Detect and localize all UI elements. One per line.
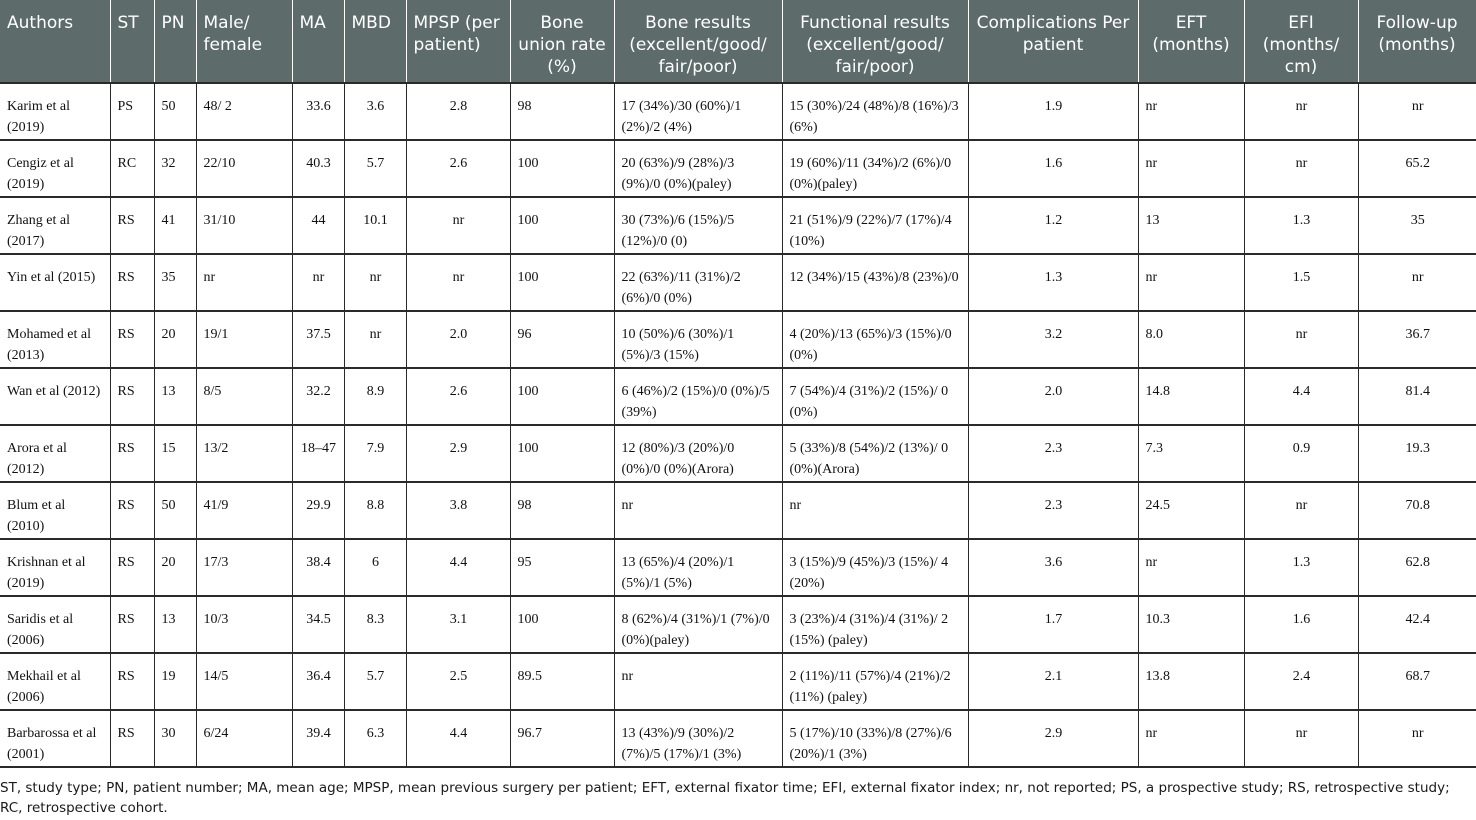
cell-mean-age: 29.9	[292, 482, 344, 539]
cell-bone-results: 20 (63%)/9 (28%)/3 (9%)/0 (0%)(paley)	[614, 140, 782, 197]
cell-functional-results: 2 (11%)/11 (57%)/4 (21%)/2 (11%) (paley)	[782, 653, 968, 710]
cell-complications: 1.6	[968, 140, 1138, 197]
cell-eft: nr	[1138, 254, 1244, 311]
cell-complications: 2.0	[968, 368, 1138, 425]
cell-patient-number: 50	[154, 83, 196, 140]
cell-bone-results: 22 (63%)/11 (31%)/2 (6%)/0 (0%)	[614, 254, 782, 311]
cell-bone-union-rate: 100	[510, 197, 614, 254]
table-row	[0, 710, 1476, 767]
cell-mbd: 3.6	[344, 83, 406, 140]
cell-mbd: 6	[344, 539, 406, 596]
cell-study-type: RS	[110, 539, 154, 596]
cell-study-type: RS	[110, 254, 154, 311]
cell-mpsp: 4.4	[406, 539, 510, 596]
header-mean-age: MA	[292, 0, 344, 83]
cell-efi: nr	[1244, 140, 1358, 197]
table-row	[0, 254, 1476, 311]
cell-mean-age: 18–47	[292, 425, 344, 482]
cell-patient-number: 19	[154, 653, 196, 710]
cell-complications: 3.2	[968, 311, 1138, 368]
cell-eft: 10.3	[1138, 596, 1244, 653]
cell-study-type: RS	[110, 653, 154, 710]
cell-male-female: 8/5	[196, 368, 292, 425]
cell-eft: 13	[1138, 197, 1244, 254]
cell-patient-number: 50	[154, 482, 196, 539]
cell-follow-up: 81.4	[1358, 368, 1476, 425]
cell-authors: Mohamed et al (2013)	[0, 311, 110, 368]
cell-study-type: RS	[110, 425, 154, 482]
cell-mean-age: 40.3	[292, 140, 344, 197]
cell-bone-union-rate: 98	[510, 482, 614, 539]
cell-efi: 4.4	[1244, 368, 1358, 425]
cell-mbd: 5.7	[344, 140, 406, 197]
cell-patient-number: 13	[154, 368, 196, 425]
cell-mbd: 7.9	[344, 425, 406, 482]
cell-mbd: 6.3	[344, 710, 406, 767]
cell-bone-results: 10 (50%)/6 (30%)/1 (5%)/3 (15%)	[614, 311, 782, 368]
header-efi: EFI (months/ cm)	[1244, 0, 1358, 83]
cell-male-female: nr	[196, 254, 292, 311]
header-complications: Complications Per patient	[968, 0, 1138, 83]
cell-functional-results: 7 (54%)/4 (31%)/2 (15%)/ 0 (0%)	[782, 368, 968, 425]
cell-bone-union-rate: 96.7	[510, 710, 614, 767]
cell-authors: Krishnan et al (2019)	[0, 539, 110, 596]
cell-mpsp: 2.6	[406, 368, 510, 425]
cell-functional-results: 12 (34%)/15 (43%)/8 (23%)/0	[782, 254, 968, 311]
cell-bone-results: 17 (34%)/30 (60%)/1 (2%)/2 (4%)	[614, 83, 782, 140]
cell-authors: Blum et al (2010)	[0, 482, 110, 539]
cell-eft: 13.8	[1138, 653, 1244, 710]
cell-authors: Barbarossa et al (2001)	[0, 710, 110, 767]
cell-bone-union-rate: 89.5	[510, 653, 614, 710]
table-row	[0, 596, 1476, 653]
cell-follow-up: nr	[1358, 83, 1476, 140]
cell-patient-number: 20	[154, 311, 196, 368]
cell-mbd: 8.9	[344, 368, 406, 425]
table-row	[0, 311, 1476, 368]
cell-eft: nr	[1138, 83, 1244, 140]
cell-eft: 24.5	[1138, 482, 1244, 539]
cell-efi: 0.9	[1244, 425, 1358, 482]
cell-mbd: 10.1	[344, 197, 406, 254]
cell-eft: 8.0	[1138, 311, 1244, 368]
cell-follow-up: 36.7	[1358, 311, 1476, 368]
cell-follow-up: 70.8	[1358, 482, 1476, 539]
header-patient-number: PN	[154, 0, 196, 83]
cell-patient-number: 13	[154, 596, 196, 653]
cell-bone-union-rate: 100	[510, 596, 614, 653]
table-row	[0, 197, 1476, 254]
cell-mpsp: 3.8	[406, 482, 510, 539]
header-authors: Authors	[0, 0, 110, 83]
cell-functional-results: nr	[782, 482, 968, 539]
cell-mpsp: 2.9	[406, 425, 510, 482]
cell-functional-results: 4 (20%)/13 (65%)/3 (15%)/0 (0%)	[782, 311, 968, 368]
cell-mbd: 8.3	[344, 596, 406, 653]
table-row	[0, 539, 1476, 596]
cell-mbd: 8.8	[344, 482, 406, 539]
cell-follow-up: 65.2	[1358, 140, 1476, 197]
cell-bone-union-rate: 98	[510, 83, 614, 140]
cell-mean-age: 38.4	[292, 539, 344, 596]
cell-efi: 1.3	[1244, 539, 1358, 596]
table-row	[0, 368, 1476, 425]
cell-functional-results: 5 (17%)/10 (33%)/8 (27%)/6 (20%)/1 (3%)	[782, 710, 968, 767]
cell-authors: Saridis et al (2006)	[0, 596, 110, 653]
cell-efi: 1.5	[1244, 254, 1358, 311]
cell-eft: 14.8	[1138, 368, 1244, 425]
header-study-type: ST	[110, 0, 154, 83]
cell-eft: nr	[1138, 539, 1244, 596]
cell-bone-union-rate: 95	[510, 539, 614, 596]
header-eft: EFT (months)	[1138, 0, 1244, 83]
cell-male-female: 48/ 2	[196, 83, 292, 140]
cell-follow-up: 62.8	[1358, 539, 1476, 596]
cell-mpsp: 3.1	[406, 596, 510, 653]
cell-mean-age: 34.5	[292, 596, 344, 653]
cell-male-female: 22/10	[196, 140, 292, 197]
cell-patient-number: 20	[154, 539, 196, 596]
cell-study-type: RC	[110, 140, 154, 197]
cell-mpsp: nr	[406, 197, 510, 254]
cell-male-female: 31/10	[196, 197, 292, 254]
cell-follow-up: 35	[1358, 197, 1476, 254]
table-row	[0, 482, 1476, 539]
cell-eft: nr	[1138, 140, 1244, 197]
cell-mean-age: 32.2	[292, 368, 344, 425]
cell-study-type: RS	[110, 482, 154, 539]
cell-mean-age: 39.4	[292, 710, 344, 767]
cell-complications: 1.7	[968, 596, 1138, 653]
table-row	[0, 140, 1476, 197]
cell-efi: 1.6	[1244, 596, 1358, 653]
cell-study-type: RS	[110, 197, 154, 254]
cell-male-female: 17/3	[196, 539, 292, 596]
cell-study-type: RS	[110, 710, 154, 767]
cell-patient-number: 32	[154, 140, 196, 197]
cell-functional-results: 5 (33%)/8 (54%)/2 (13%)/ 0 (0%)(Arora)	[782, 425, 968, 482]
table-body	[0, 83, 1476, 767]
cell-patient-number: 15	[154, 425, 196, 482]
header-row	[0, 0, 1476, 83]
cell-complications: 3.6	[968, 539, 1138, 596]
cell-bone-results: 8 (62%)/4 (31%)/1 (7%)/0 (0%)(paley)	[614, 596, 782, 653]
cell-functional-results: 19 (60%)/11 (34%)/2 (6%)/0 (0%)(paley)	[782, 140, 968, 197]
cell-functional-results: 3 (15%)/9 (45%)/3 (15%)/ 4 (20%)	[782, 539, 968, 596]
cell-follow-up: 68.7	[1358, 653, 1476, 710]
cell-bone-results: 6 (46%)/2 (15%)/0 (0%)/5 (39%)	[614, 368, 782, 425]
cell-study-type: PS	[110, 83, 154, 140]
header-mpsp: MPSP (per patient)	[406, 0, 510, 83]
cell-bone-results: 13 (65%)/4 (20%)/1 (5%)/1 (5%)	[614, 539, 782, 596]
cell-mpsp: 2.5	[406, 653, 510, 710]
table-row	[0, 653, 1476, 710]
cell-bone-union-rate: 100	[510, 368, 614, 425]
cell-efi: nr	[1244, 311, 1358, 368]
cell-mbd: 5.7	[344, 653, 406, 710]
cell-bone-union-rate: 100	[510, 254, 614, 311]
cell-male-female: 14/5	[196, 653, 292, 710]
table-row	[0, 83, 1476, 140]
cell-authors: Wan et al (2012)	[0, 368, 110, 425]
cell-bone-union-rate: 100	[510, 425, 614, 482]
cell-complications: 2.1	[968, 653, 1138, 710]
header-bone-union-rate: Bone union rate (%)	[510, 0, 614, 83]
cell-authors: Yin et al (2015)	[0, 254, 110, 311]
cell-follow-up: nr	[1358, 710, 1476, 767]
cell-bone-union-rate: 100	[510, 140, 614, 197]
cell-eft: nr	[1138, 710, 1244, 767]
cell-mbd: nr	[344, 254, 406, 311]
cell-mean-age: 37.5	[292, 311, 344, 368]
cell-mean-age: 44	[292, 197, 344, 254]
table-row	[0, 425, 1476, 482]
cell-mpsp: 4.4	[406, 710, 510, 767]
cell-authors: Mekhail et al (2006)	[0, 653, 110, 710]
cell-patient-number: 41	[154, 197, 196, 254]
cell-bone-results: nr	[614, 482, 782, 539]
cell-follow-up: 42.4	[1358, 596, 1476, 653]
cell-mean-age: 36.4	[292, 653, 344, 710]
cell-functional-results: 15 (30%)/24 (48%)/8 (16%)/3 (6%)	[782, 83, 968, 140]
cell-complications: 1.3	[968, 254, 1138, 311]
cell-male-female: 41/9	[196, 482, 292, 539]
cell-patient-number: 30	[154, 710, 196, 767]
cell-authors: Arora et al (2012)	[0, 425, 110, 482]
header-mbd: MBD	[344, 0, 406, 83]
cell-mean-age: 33.6	[292, 83, 344, 140]
cell-functional-results: 3 (23%)/4 (31%)/4 (31%)/ 2 (15%) (paley)	[782, 596, 968, 653]
header-male-female: Male/ female	[196, 0, 292, 83]
cell-male-female: 13/2	[196, 425, 292, 482]
cell-efi: nr	[1244, 83, 1358, 140]
cell-mpsp: 2.6	[406, 140, 510, 197]
cell-mpsp: nr	[406, 254, 510, 311]
cell-bone-results: 12 (80%)/3 (20%)/0 (0%)/0 (0%)(Arora)	[614, 425, 782, 482]
cell-male-female: 10/3	[196, 596, 292, 653]
cell-complications: 2.3	[968, 425, 1138, 482]
cell-follow-up: 19.3	[1358, 425, 1476, 482]
cell-male-female: 19/1	[196, 311, 292, 368]
header-functional-results: Functional results (excellent/good/ fair/poor)	[782, 0, 968, 83]
cell-complications: 2.3	[968, 482, 1138, 539]
cell-complications: 2.9	[968, 710, 1138, 767]
table-header	[0, 0, 1476, 83]
cell-efi: 1.3	[1244, 197, 1358, 254]
cell-authors: Cengiz et al (2019)	[0, 140, 110, 197]
cell-complications: 1.9	[968, 83, 1138, 140]
cell-study-type: RS	[110, 311, 154, 368]
cell-efi: nr	[1244, 710, 1358, 767]
header-bone-results: Bone results (excellent/good/ fair/poor)	[614, 0, 782, 83]
cell-authors: Karim et al (2019)	[0, 83, 110, 140]
cell-efi: nr	[1244, 482, 1358, 539]
cell-follow-up: nr	[1358, 254, 1476, 311]
cell-bone-results: 13 (43%)/9 (30%)/2 (7%)/5 (17%)/1 (3%)	[614, 710, 782, 767]
cell-mean-age: nr	[292, 254, 344, 311]
cell-bone-results: 30 (73%)/6 (15%)/5 (12%)/0 (0)	[614, 197, 782, 254]
cell-patient-number: 35	[154, 254, 196, 311]
cell-mbd: nr	[344, 311, 406, 368]
cell-study-type: RS	[110, 596, 154, 653]
cell-efi: 2.4	[1244, 653, 1358, 710]
cell-bone-results: nr	[614, 653, 782, 710]
cell-authors: Zhang et al (2017)	[0, 197, 110, 254]
cell-bone-union-rate: 96	[510, 311, 614, 368]
cell-eft: 7.3	[1138, 425, 1244, 482]
header-follow-up: Follow-up (months)	[1358, 0, 1476, 83]
cell-male-female: 6/24	[196, 710, 292, 767]
cell-mpsp: 2.8	[406, 83, 510, 140]
cell-mpsp: 2.0	[406, 311, 510, 368]
cell-complications: 1.2	[968, 197, 1138, 254]
table-footnote: ST, study type; PN, patient number; MA, mean age; MPSP, mean previous surgery per patient; EFT, external fixator time; EFI, external fixator index; nr, not reported; PS, a prospective study; RS, retrospective study; RC, retrospective cohort.	[0, 780, 1450, 816]
cell-functional-results: 21 (51%)/9 (22%)/7 (17%)/4 (10%)	[782, 197, 968, 254]
cell-study-type: RS	[110, 368, 154, 425]
